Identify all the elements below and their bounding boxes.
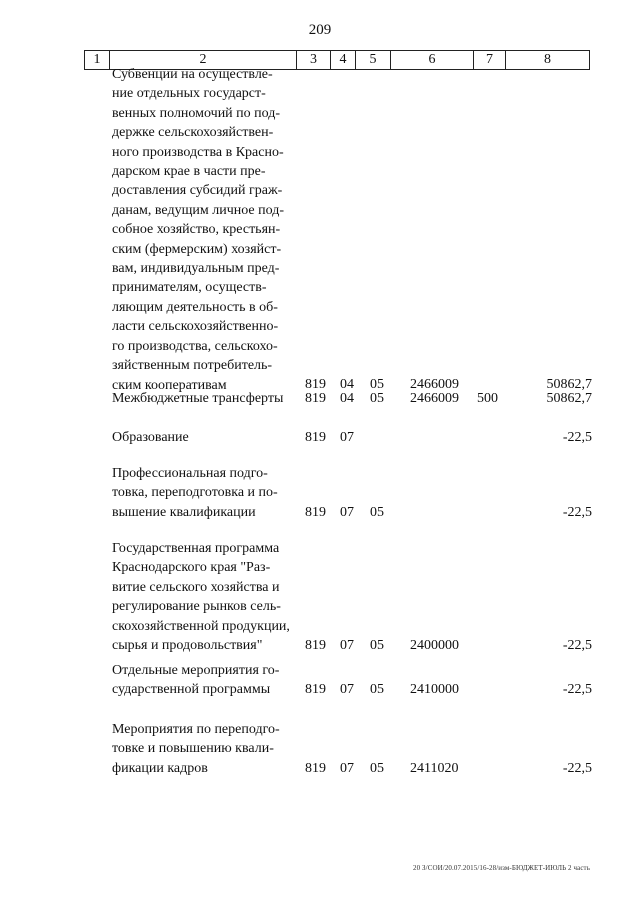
row-name-line: вышение квалификации (112, 504, 256, 520)
row-cell-col6: 2411020 (410, 760, 459, 776)
row-name-line: го производства, сельскохо- (112, 338, 278, 354)
row-name (112, 464, 298, 522)
row-name-line: товка, переподготовка и по- (112, 485, 278, 501)
row-cell-col3: 819 (305, 390, 326, 406)
row-name-line: держке сельскохозяйствен- (112, 125, 274, 141)
row-cell-col8: -22,5 (562, 504, 592, 520)
row-name-line: вам, индивидуальным пред- (112, 261, 280, 277)
row-cell-col8: -22,5 (562, 637, 592, 653)
row-name-line: зяйственным потребитель- (112, 358, 273, 374)
row-cell-col4: 04 (340, 377, 354, 393)
row-name-line: Межбюджетные трансферты (112, 391, 284, 406)
row-name-line: дарском крае в части пре- (112, 164, 266, 180)
row-cell-col5: 05 (370, 504, 384, 520)
row-name-line: Образование (112, 430, 189, 445)
column-header-3: 3 (297, 51, 331, 70)
row-name (112, 539, 298, 655)
row-cell-col4: 04 (340, 390, 354, 406)
table-row (0, 539, 640, 655)
row-name-line: фикации кадров (112, 760, 208, 776)
page-number: 209 (308, 22, 332, 38)
row-cell-col5: 05 (370, 760, 384, 776)
column-header-7: 7 (474, 51, 506, 70)
footer-note: 20 З/СОИ/20.07.2015/16-28/изм-БЮДЖЕТ-ИЮЛЬ 2 часть (413, 864, 590, 872)
row-cell-col3: 819 (305, 637, 326, 653)
row-cell-col6: 2466009 (410, 377, 459, 393)
row-cell-col3: 819 (305, 504, 326, 520)
row-cell-col3: 819 (305, 760, 326, 776)
row-cell-col4: 07 (340, 637, 354, 653)
row-cell-col6: 2466009 (410, 390, 459, 406)
row-name-line: ние отдельных государст- (112, 86, 266, 102)
column-header-5: 5 (356, 51, 391, 70)
row-cell-col8: -22,5 (562, 760, 592, 776)
row-name-line: витие сельского хозяйства и (112, 579, 280, 595)
row-name-line: сударственной программы (112, 682, 271, 698)
row-cell-col6: 2400000 (410, 637, 459, 653)
column-header-6: 6 (391, 51, 474, 70)
table-row (0, 464, 640, 522)
row-name-line: Отдельные мероприятия го- (112, 663, 280, 678)
row-cell-col4: 07 (340, 682, 354, 698)
row-cell-col8: -22,5 (562, 429, 592, 445)
row-name-line: Профессиональная подго- (112, 466, 268, 481)
row-name-line: ским (фермерским) хозяйст- (112, 241, 282, 257)
row-cell-col6: 2410000 (410, 682, 459, 698)
row-cell-col3: 819 (305, 682, 326, 698)
row-name (112, 720, 298, 778)
row-cell-col5: 05 (370, 377, 384, 393)
row-name-line: венных полномочий по под- (112, 105, 281, 121)
row-cell-col5: 05 (370, 390, 384, 406)
row-cell-col8: 50862,7 (546, 377, 592, 393)
column-header-8: 8 (506, 51, 590, 70)
row-name-line: данам, ведущим личное под- (112, 202, 284, 218)
row-name-line: регулирование рынков сель- (112, 599, 281, 615)
row-cell-col4: 07 (340, 760, 354, 776)
row-name (112, 389, 298, 408)
row-cell-col7: 500 (477, 390, 498, 406)
row-name-line: ским кооперативам (112, 377, 227, 393)
row-name-line: Государственная программа (112, 541, 280, 556)
row-cell-col5: 05 (370, 682, 384, 698)
row-name-line: Субвенции на осуществле- (112, 67, 273, 82)
row-name-line: ного производства в Красно- (112, 144, 284, 160)
table-row (0, 428, 640, 447)
row-name-line: доставления субсидий граж- (112, 183, 283, 199)
row-cell-col8: -22,5 (562, 682, 592, 698)
row-cell-col5: 05 (370, 637, 384, 653)
table-row (0, 720, 640, 778)
row-name-line: ласти сельскохозяйственно- (112, 319, 279, 335)
row-name-line: ляющим деятельность в об- (112, 299, 278, 315)
table-row (0, 661, 640, 700)
row-name (112, 428, 298, 447)
row-name-line: товке и повышению квали- (112, 741, 274, 757)
row-cell-col3: 819 (305, 429, 326, 445)
column-header-2: 2 (110, 51, 297, 70)
row-name (112, 65, 298, 395)
column-header-4: 4 (331, 51, 356, 70)
row-name-line: сырья и продовольствия" (112, 638, 263, 654)
row-name-line: собное хозяйство, крестьян- (112, 222, 281, 238)
row-cell-col3: 819 (305, 377, 326, 393)
row-name-line: Краснодарского края "Раз- (112, 560, 271, 576)
column-header-1: 1 (85, 51, 110, 70)
table-row (0, 65, 640, 395)
table-row (0, 389, 640, 408)
row-name (112, 661, 298, 700)
row-name-line: принимателям, осуществ- (112, 280, 267, 296)
row-name-line: скохозяйственной продукции, (112, 618, 290, 634)
row-name-line: Мероприятия по переподго- (112, 722, 280, 737)
row-cell-col4: 07 (340, 504, 354, 520)
row-cell-col8: 50862,7 (546, 390, 592, 406)
row-cell-col4: 07 (340, 429, 354, 445)
